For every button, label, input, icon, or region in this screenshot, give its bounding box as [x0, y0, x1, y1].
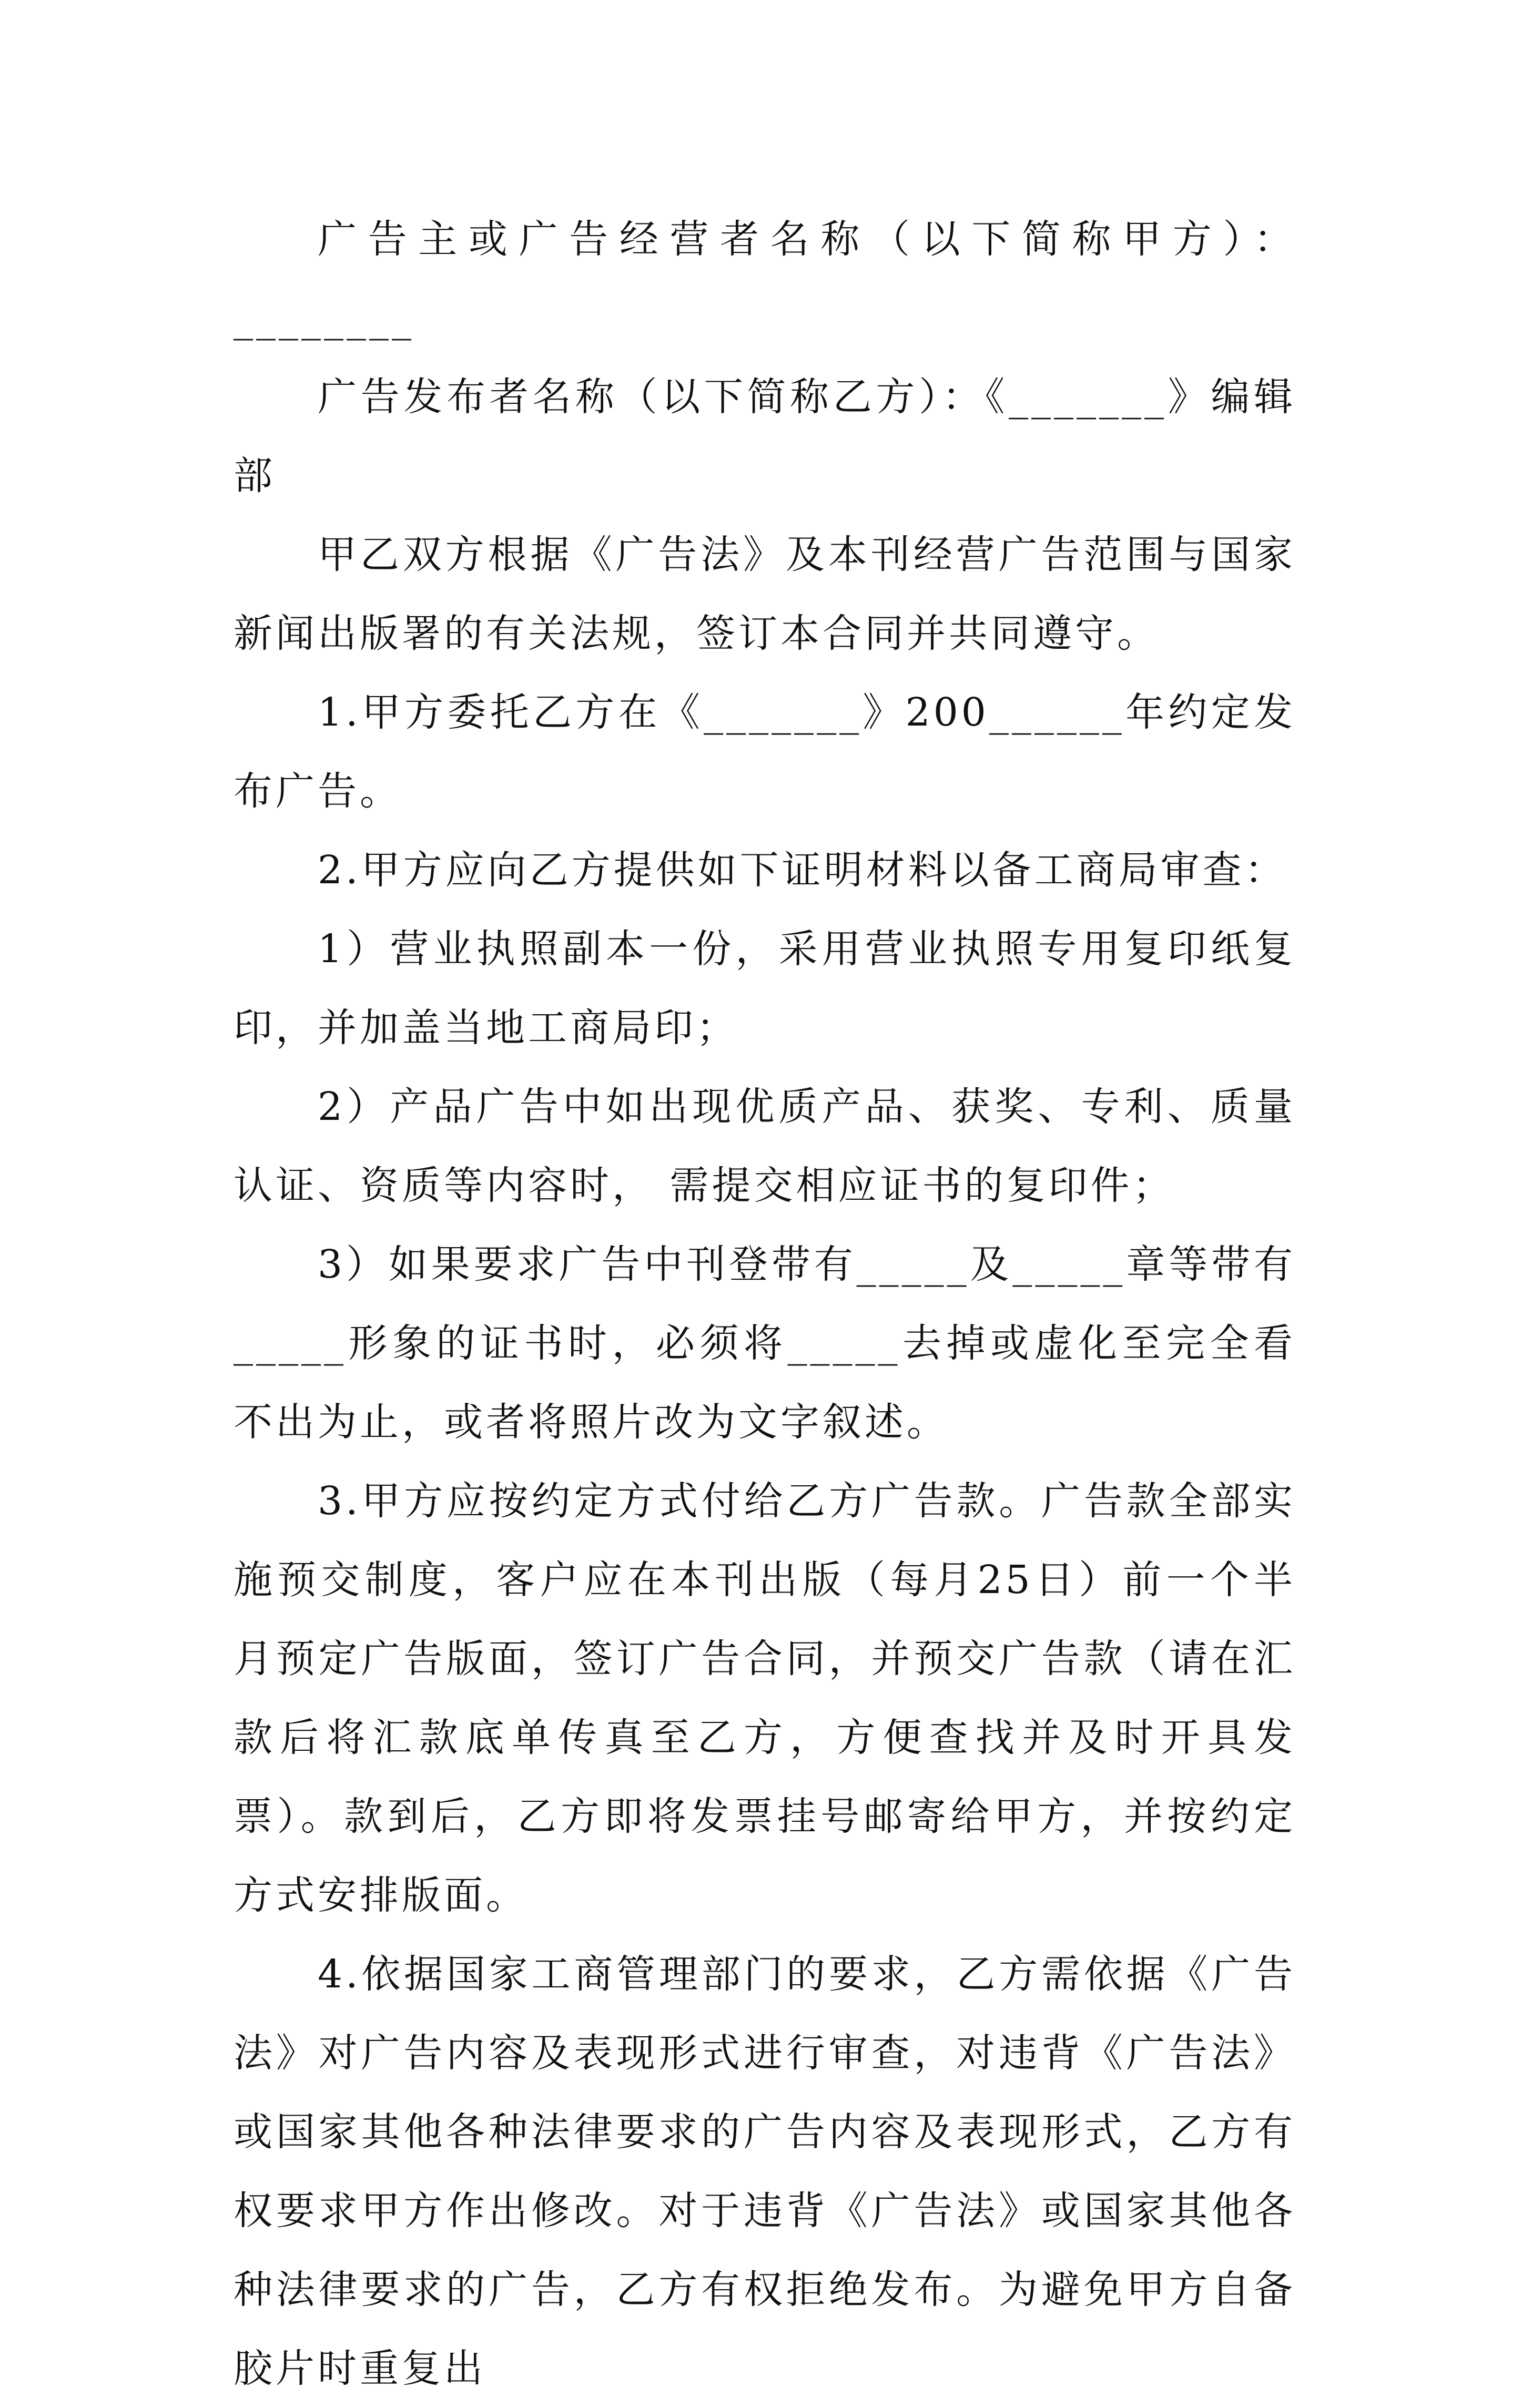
- paragraph-preamble: 甲乙双方根据《广告法》及本刊经营广告范围与国家新闻出版署的有关法规，签订本合同并共同遵守。: [234, 532, 1296, 656]
- paragraph-clause-2-item-3: 3）如果要求广告中刊登带有_____及_____章等带有_____形象的证书时，必须将_____去掉或虚化至完全看不出为止，或者将照片改为文字叙述。: [234, 1242, 1296, 1445]
- paragraph-clause-4: 4.依据国家工商管理部门的要求，乙方需依据《广告法》对广告内容及表现形式进行审查，对违背《广告法》或国家其他各种法律要求的广告内容及表现形式，乙方有权要求甲方作出修改。对于违背《广告法》或国家其他各种法律要求的广告，乙方有权拒绝发布。为避免甲方自备胶片时重复出: [234, 1952, 1296, 2391]
- paragraph-clause-2-item-2: 2）产品广告中如出现优质产品、获奖、专利、质量认证、资质等内容时， 需提交相应证书的复印件；: [234, 1084, 1296, 1208]
- paragraph-clause-1: 1.甲方委托乙方在《_______》200______年约定发布广告。: [234, 690, 1296, 814]
- paragraph-clause-3: 3.甲方应按约定方式付给乙方广告款。广告款全部实施预交制度，客户应在本刊出版（每月25日）前一个半月预定广告版面，签订广告合同，并预交广告款（请在汇款后将汇款底单传真至乙方，方便查找并及时开具发票）。款到后，乙方即将发票挂号邮寄给甲方，并按约定方式安排版面。: [234, 1478, 1296, 1918]
- paragraph-clause-2-item-1: 1）营业执照副本一份，采用营业执照专用复印纸复印，并加盖当地工商局印；: [234, 926, 1296, 1050]
- paragraph-clause-2: 2.甲方应向乙方提供如下证明材料以备工商局审查：: [318, 848, 1287, 893]
- document-body: [234, 200, 1296, 2408]
- paragraph-publisher-name: 广告发布者名称（以下简称乙方）：《_______》编辑部: [234, 374, 1296, 498]
- paragraph-advertiser-name: 广告主或广告经营者名称（以下简称甲方）：________: [234, 217, 1296, 341]
